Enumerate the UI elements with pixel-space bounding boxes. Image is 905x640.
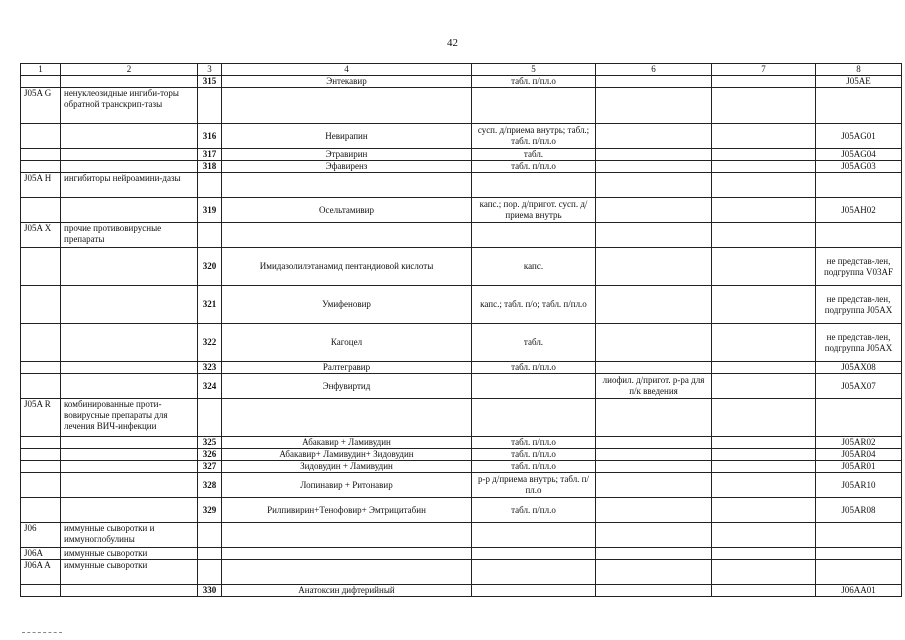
group-name: прочие противовирусные препараты	[61, 223, 198, 248]
drug-name: Абакавир+ Ламивудин+ Зидовудин	[222, 449, 472, 461]
group-name	[61, 449, 198, 461]
column-7-cell	[712, 198, 816, 223]
item-number	[198, 88, 222, 124]
column-7-cell	[712, 324, 816, 362]
atc-code	[816, 223, 902, 248]
atc-group-code	[21, 76, 61, 88]
table-row	[21, 76, 902, 88]
dosage-form: сусп. д/приема внутрь; табл.; табл. п/пл.о	[472, 124, 596, 149]
item-number: 319	[198, 198, 222, 223]
column-7-cell	[712, 461, 816, 473]
group-name	[61, 124, 198, 149]
drug-name: Лопинавир + Ритонавир	[222, 473, 472, 498]
dosage-form	[472, 374, 596, 399]
item-number: 325	[198, 437, 222, 449]
table-row	[21, 498, 902, 523]
table-row	[21, 473, 902, 498]
column-7-cell	[712, 124, 816, 149]
atc-group-code	[21, 161, 61, 173]
column-7-cell	[712, 223, 816, 248]
atc-code: не представ-лен, подгруппа J05AX	[816, 286, 902, 324]
dosage-form: капс.; пор. д/пригот. сусп. д/приема внутрь	[472, 198, 596, 223]
item-number: 318	[198, 161, 222, 173]
atc-code: не представ-лен, подгруппа V03AF	[816, 248, 902, 286]
item-number: 330	[198, 585, 222, 597]
group-name	[61, 461, 198, 473]
table-row	[21, 286, 902, 324]
column-7-cell	[712, 248, 816, 286]
extra-dosage-form	[596, 437, 712, 449]
extra-dosage-form	[596, 523, 712, 548]
table-row	[21, 124, 902, 149]
atc-group-code	[21, 437, 61, 449]
item-number	[198, 399, 222, 437]
atc-group-code	[21, 585, 61, 597]
group-name	[61, 498, 198, 523]
atc-group-code: J06A	[21, 548, 61, 560]
header-cell: 7	[712, 64, 816, 76]
column-7-cell	[712, 437, 816, 449]
atc-group-code	[21, 473, 61, 498]
atc-group-code: J06A A	[21, 560, 61, 585]
table-row	[21, 374, 902, 399]
drug-table	[20, 63, 902, 597]
header-cell: 1	[21, 64, 61, 76]
group-name	[61, 362, 198, 374]
atc-group-code: J05A G	[21, 88, 61, 124]
item-number: 320	[198, 248, 222, 286]
group-name: иммунные сыворотки	[61, 548, 198, 560]
drug-name	[222, 173, 472, 198]
extra-dosage-form	[596, 449, 712, 461]
item-number	[198, 560, 222, 585]
group-name	[61, 76, 198, 88]
atc-code: J05AR04	[816, 449, 902, 461]
table-row	[21, 223, 902, 248]
header-cell: 8	[816, 64, 902, 76]
dosage-form: р-р д/приема внутрь; табл. п/пл.о	[472, 473, 596, 498]
item-number: 323	[198, 362, 222, 374]
group-name: иммунные сыворотки и иммуноглобулины	[61, 523, 198, 548]
column-7-cell	[712, 149, 816, 161]
dosage-form: табл. п/пл.о	[472, 76, 596, 88]
atc-code	[816, 399, 902, 437]
dosage-form	[472, 88, 596, 124]
extra-dosage-form	[596, 161, 712, 173]
extra-dosage-form	[596, 149, 712, 161]
atc-code	[816, 560, 902, 585]
atc-group-code	[21, 198, 61, 223]
column-7-cell	[712, 286, 816, 324]
footer-rule	[22, 632, 62, 634]
extra-dosage-form	[596, 585, 712, 597]
group-name	[61, 437, 198, 449]
extra-dosage-form	[596, 124, 712, 149]
group-name: иммунные сыворотки	[61, 560, 198, 585]
column-7-cell	[712, 523, 816, 548]
drug-name: Эфавиренз	[222, 161, 472, 173]
dosage-form: табл. п/пл.о	[472, 161, 596, 173]
table-row	[21, 399, 902, 437]
dosage-form	[472, 585, 596, 597]
item-number: 322	[198, 324, 222, 362]
atc-code: J05AH02	[816, 198, 902, 223]
dosage-form: табл.	[472, 149, 596, 161]
dosage-form: табл. п/пл.о	[472, 362, 596, 374]
atc-code: J05AR02	[816, 437, 902, 449]
drug-name	[222, 223, 472, 248]
column-7-cell	[712, 161, 816, 173]
atc-group-code	[21, 324, 61, 362]
drug-name: Энфувиртид	[222, 374, 472, 399]
drug-name: Зидовудин + Ламивудин	[222, 461, 472, 473]
table-row	[21, 248, 902, 286]
extra-dosage-form	[596, 76, 712, 88]
drug-name	[222, 88, 472, 124]
group-name	[61, 149, 198, 161]
drug-name: Анатоксин дифтерийный	[222, 585, 472, 597]
dosage-form	[472, 399, 596, 437]
drug-name: Невирапин	[222, 124, 472, 149]
drug-name: Ралтегравир	[222, 362, 472, 374]
atc-code: J05AG01	[816, 124, 902, 149]
item-number: 315	[198, 76, 222, 88]
atc-group-code	[21, 498, 61, 523]
table-row	[21, 560, 902, 585]
drug-name: Осельтамивир	[222, 198, 472, 223]
atc-group-code: J05A H	[21, 173, 61, 198]
atc-code: не представ-лен, подгруппа J05AX	[816, 324, 902, 362]
column-7-cell	[712, 560, 816, 585]
extra-dosage-form	[596, 286, 712, 324]
atc-code: J05AR01	[816, 461, 902, 473]
header-cell: 2	[61, 64, 198, 76]
atc-group-code	[21, 124, 61, 149]
item-number: 329	[198, 498, 222, 523]
item-number: 321	[198, 286, 222, 324]
drug-name: Рилпивирин+Тенофовир+ Эмтрицитабин	[222, 498, 472, 523]
atc-code: J05AR10	[816, 473, 902, 498]
atc-group-code: J05A X	[21, 223, 61, 248]
extra-dosage-form	[596, 548, 712, 560]
dosage-form: табл.	[472, 324, 596, 362]
drug-name: Энтекавир	[222, 76, 472, 88]
extra-dosage-form	[596, 399, 712, 437]
page-number: 42	[447, 37, 458, 49]
atc-group-code	[21, 248, 61, 286]
drug-name: Имидазолилэтанамид пентандиовой кислоты	[222, 248, 472, 286]
dosage-form	[472, 560, 596, 585]
atc-code	[816, 173, 902, 198]
group-name: ингибиторы нейроамини-дазы	[61, 173, 198, 198]
column-7-cell	[712, 498, 816, 523]
extra-dosage-form	[596, 88, 712, 124]
group-name: комбинированные проти-вовирусные препараты для лечения ВИЧ-инфекции	[61, 399, 198, 437]
atc-code: J05AG03	[816, 161, 902, 173]
extra-dosage-form	[596, 362, 712, 374]
table-row	[21, 461, 902, 473]
item-number	[198, 173, 222, 198]
drug-name: Этравирин	[222, 149, 472, 161]
table-row	[21, 449, 902, 461]
extra-dosage-form	[596, 173, 712, 198]
extra-dosage-form	[596, 461, 712, 473]
group-name	[61, 286, 198, 324]
dosage-form: табл. п/пл.о	[472, 461, 596, 473]
column-7-cell	[712, 88, 816, 124]
column-7-cell	[712, 399, 816, 437]
header-cell: 6	[596, 64, 712, 76]
table-row	[21, 523, 902, 548]
atc-group-code: J05A R	[21, 399, 61, 437]
atc-code	[816, 548, 902, 560]
group-name	[61, 248, 198, 286]
group-name	[61, 585, 198, 597]
group-name	[61, 161, 198, 173]
item-number: 326	[198, 449, 222, 461]
atc-code: J05AR08	[816, 498, 902, 523]
item-number: 327	[198, 461, 222, 473]
table-row	[21, 88, 902, 124]
column-7-cell	[712, 449, 816, 461]
group-name	[61, 198, 198, 223]
drug-name	[222, 523, 472, 548]
header-cell: 3	[198, 64, 222, 76]
atc-code: J05AX08	[816, 362, 902, 374]
extra-dosage-form	[596, 324, 712, 362]
dosage-form	[472, 548, 596, 560]
table-row	[21, 437, 902, 449]
table-row	[21, 362, 902, 374]
table-row	[21, 548, 902, 560]
drug-name: Умифеновир	[222, 286, 472, 324]
dosage-form	[472, 173, 596, 198]
table-row	[21, 585, 902, 597]
extra-dosage-form	[596, 473, 712, 498]
group-name	[61, 473, 198, 498]
atc-code	[816, 523, 902, 548]
extra-dosage-form	[596, 223, 712, 248]
item-number	[198, 548, 222, 560]
dosage-form: табл. п/пл.о	[472, 449, 596, 461]
item-number: 328	[198, 473, 222, 498]
column-7-cell	[712, 76, 816, 88]
atc-group-code	[21, 461, 61, 473]
table-row	[21, 324, 902, 362]
atc-group-code	[21, 286, 61, 324]
dosage-form: капс.; табл. п/о; табл. п/пл.о	[472, 286, 596, 324]
column-7-cell	[712, 173, 816, 198]
table-row	[21, 149, 902, 161]
atc-code: J05AE	[816, 76, 902, 88]
item-number	[198, 223, 222, 248]
column-7-cell	[712, 362, 816, 374]
drug-name: Абакавир + Ламивудин	[222, 437, 472, 449]
dosage-form: капс.	[472, 248, 596, 286]
table-row	[21, 173, 902, 198]
column-7-cell	[712, 473, 816, 498]
drug-name	[222, 399, 472, 437]
drug-name	[222, 548, 472, 560]
group-name	[61, 324, 198, 362]
dosage-form	[472, 523, 596, 548]
dosage-form	[472, 223, 596, 248]
header-cell: 5	[472, 64, 596, 76]
extra-dosage-form	[596, 198, 712, 223]
drug-name: Кагоцел	[222, 324, 472, 362]
atc-group-code	[21, 362, 61, 374]
item-number: 316	[198, 124, 222, 149]
column-7-cell	[712, 374, 816, 399]
extra-dosage-form	[596, 248, 712, 286]
item-number: 317	[198, 149, 222, 161]
group-name	[61, 374, 198, 399]
extra-dosage-form	[596, 498, 712, 523]
table-row	[21, 198, 902, 223]
atc-group-code	[21, 149, 61, 161]
header-cell: 4	[222, 64, 472, 76]
extra-dosage-form	[596, 560, 712, 585]
dosage-form: табл. п/пл.о	[472, 437, 596, 449]
drug-name	[222, 560, 472, 585]
item-number: 324	[198, 374, 222, 399]
atc-group-code	[21, 374, 61, 399]
extra-dosage-form: лиофил. д/пригот. р-ра для п/к введения	[596, 374, 712, 399]
item-number	[198, 523, 222, 548]
dosage-form: табл. п/пл.о	[472, 498, 596, 523]
column-7-cell	[712, 548, 816, 560]
atc-code	[816, 88, 902, 124]
table-row	[21, 161, 902, 173]
header-row	[21, 64, 902, 76]
atc-code: J05AX07	[816, 374, 902, 399]
atc-code: J05AG04	[816, 149, 902, 161]
atc-group-code: J06	[21, 523, 61, 548]
atc-code: J06AA01	[816, 585, 902, 597]
group-name: ненуклеозидные ингиби-торы обратной транскрип-тазы	[61, 88, 198, 124]
column-7-cell	[712, 585, 816, 597]
atc-group-code	[21, 449, 61, 461]
